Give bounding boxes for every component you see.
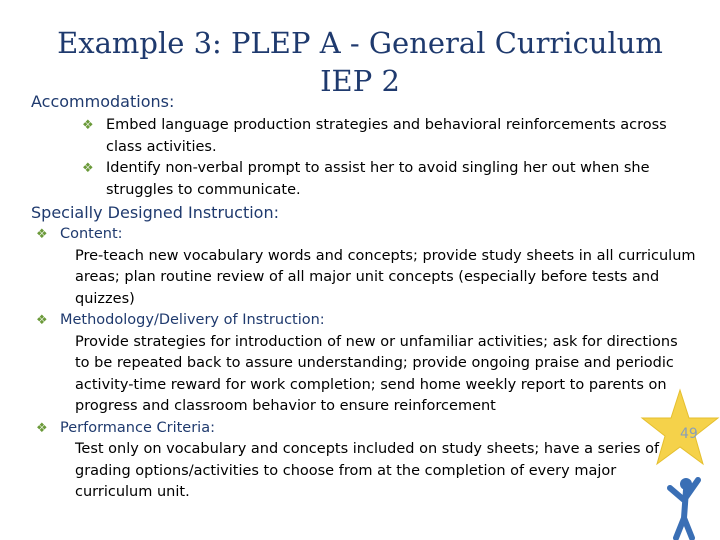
title-line-1: Example 3: PLEP A - General Curriculum: [57, 26, 663, 60]
accommodations-list: [82, 115, 682, 201]
accommodation-text: Embed language production strategies and behavioral reinforcements across class activities.: [106, 117, 667, 155]
sdi-label: Methodology/Delivery of Instruction:: [60, 312, 325, 328]
sdi-text: Provide strategies for introduction of new or unfamiliar activities; ask for directions to be repeated back to assure understanding; provide ongoing praise and periodic activity-time reward for work completion; send home weekly report to parents on progress and classroom behavior to ensure reinforcement: [75, 333, 678, 414]
star-figure-icon: [640, 388, 720, 540]
accommodations-heading: Accommodations:: [31, 92, 175, 111]
sdi-heading: Specially Designed Instruction:: [31, 203, 279, 222]
diamond-bullet-icon: ❖: [36, 313, 48, 328]
sdi-label: Content:: [60, 226, 123, 242]
diamond-bullet-icon: ❖: [82, 161, 94, 176]
sdi-label: Performance Criteria:: [60, 419, 215, 436]
list-item: [36, 224, 696, 310]
diamond-bullet-icon: ❖: [36, 227, 48, 242]
diamond-bullet-icon: ❖: [36, 420, 48, 436]
list-item: [82, 158, 682, 201]
page-number: 49: [680, 426, 698, 442]
diamond-bullet-icon: ❖: [82, 118, 94, 133]
sdi-text: Test only on vocabulary and concepts included on study sheets; have a series of grading options/activities to choose from at the completion of every major curriculum unit.: [75, 441, 660, 500]
list-item: [36, 310, 696, 418]
list-item: [36, 418, 696, 504]
accommodation-text: Identify non-verbal prompt to assist her to avoid singling her out when she struggles to communicate.: [106, 160, 650, 198]
list-item: [82, 115, 682, 158]
slide-title: [0, 24, 720, 100]
sdi-text: Pre-teach new vocabulary words and concepts; provide study sheets in all curriculum areas; plan routine review of all major unit concepts (especially before tests and quizzes): [75, 247, 696, 307]
title-line-2: IEP 2: [320, 64, 400, 98]
sdi-list: [36, 224, 696, 504]
